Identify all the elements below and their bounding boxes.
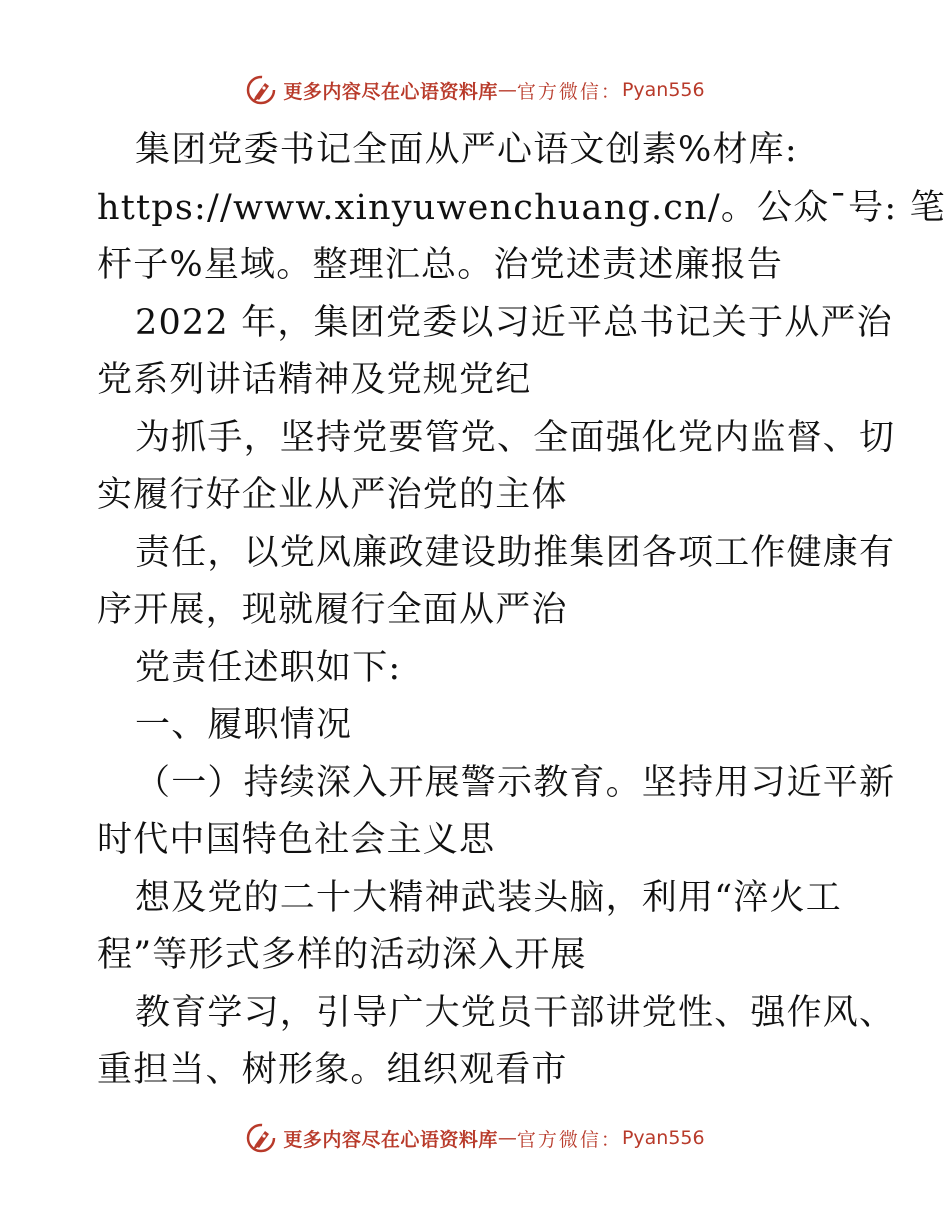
text-line: 为抓手，坚持党要管党、全面强化党内监督、切	[135, 417, 896, 458]
banner-wechat-id: Pyan556	[621, 79, 705, 101]
text-line: https://www.xinyuwenchuang.cn/。公众¯号: 笔	[97, 187, 946, 228]
section-heading: 一、履职情况	[135, 705, 353, 745]
banner-brand-text: 更多内容尽在心语资料库	[283, 1128, 498, 1151]
text-line: 杆子%星域。整理汇总。治党述责述廉报告	[97, 245, 784, 285]
footer-watermark-banner	[0, 1118, 950, 1158]
text-line: 想及党的二十大精神武装头脑，利用“淬火工	[135, 877, 842, 918]
header-watermark-banner	[0, 70, 950, 110]
text-line: 党系列讲话精神及党规党纪	[97, 360, 532, 400]
subsection-heading: （一）持续深入开展警示教育。坚持用习近平新	[135, 762, 896, 803]
banner-official-label: 官方微信：	[516, 1128, 622, 1151]
banner-separator: —	[497, 1127, 517, 1149]
text-line: 2022 年，集团党委以习近平总书记关于从严治	[135, 302, 893, 343]
text-line: 集团党委书记全面从严心语文创素%材库:	[135, 130, 798, 170]
text-line: 实履行好企业从严治党的主体	[97, 475, 568, 515]
text-line: 党责任述职如下:	[135, 647, 402, 688]
text-line: 时代中国特色社会主义思	[97, 820, 496, 860]
banner-wechat-id: Pyan556	[621, 1127, 705, 1149]
document-body	[97, 122, 946, 1100]
text-line: 程”等形式多样的活动深入开展	[97, 935, 587, 975]
text-line: 教育学习，引导广大党员干部讲党性、强作风、	[135, 992, 896, 1033]
pen-nib-circle-icon	[245, 1122, 277, 1154]
banner-brand-text: 更多内容尽在心语资料库	[283, 80, 498, 103]
pen-nib-circle-icon	[245, 74, 277, 106]
text-line: 序开展，现就履行全面从严治	[97, 590, 568, 630]
banner-official-label: 官方微信：	[516, 80, 622, 103]
banner-separator: —	[497, 79, 517, 101]
text-line: 重担当、树形象。组织观看市	[97, 1050, 568, 1090]
text-line: 责任，以党风廉政建设助推集团各项工作健康有	[135, 532, 896, 573]
